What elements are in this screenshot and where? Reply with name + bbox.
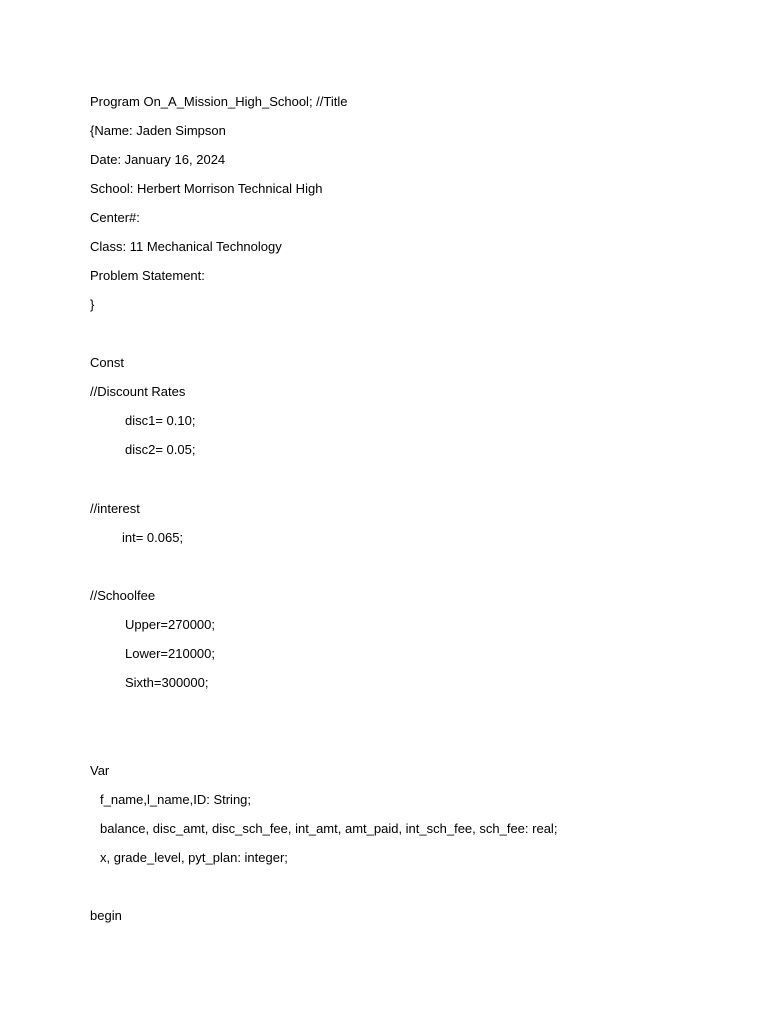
school-line: School: Herbert Morrison Technical High [90,181,323,196]
upper-line: Upper=270000; [125,617,215,632]
lower-line: Lower=210000; [125,646,215,661]
discount-rates-comment: //Discount Rates [90,384,186,399]
real-vars-line: balance, disc_amt, disc_sch_fee, int_amt, amt_paid, int_sch_fee, sch_fee: real; [100,821,558,836]
center-line: Center#: [90,210,140,225]
int-line: int= 0.065; [122,530,184,545]
name-line: {Name: Jaden Simpson [90,123,226,138]
disc1-line: disc1= 0.10; [125,413,196,428]
string-vars-line: f_name,l_name,ID: String; [100,792,252,807]
schoolfee-comment: //Schoolfee [90,588,156,603]
const-keyword-line: Const [90,355,124,370]
var-keyword-line: Var [90,763,110,778]
begin-keyword-line: begin [90,908,122,923]
closing-brace-line: } [90,297,95,312]
interest-comment: //interest [90,501,140,516]
class-line: Class: 11 Mechanical Technology [90,239,282,254]
integer-vars-line: x, grade_level, pyt_plan: integer; [100,850,288,865]
disc2-line: disc2= 0.05; [125,442,196,457]
problem-statement-line: Problem Statement: [90,268,205,283]
sixth-line: Sixth=300000; [125,675,209,690]
program-title-line: Program On_A_Mission_High_School; //Title [90,94,348,109]
date-line: Date: January 16, 2024 [90,152,226,167]
